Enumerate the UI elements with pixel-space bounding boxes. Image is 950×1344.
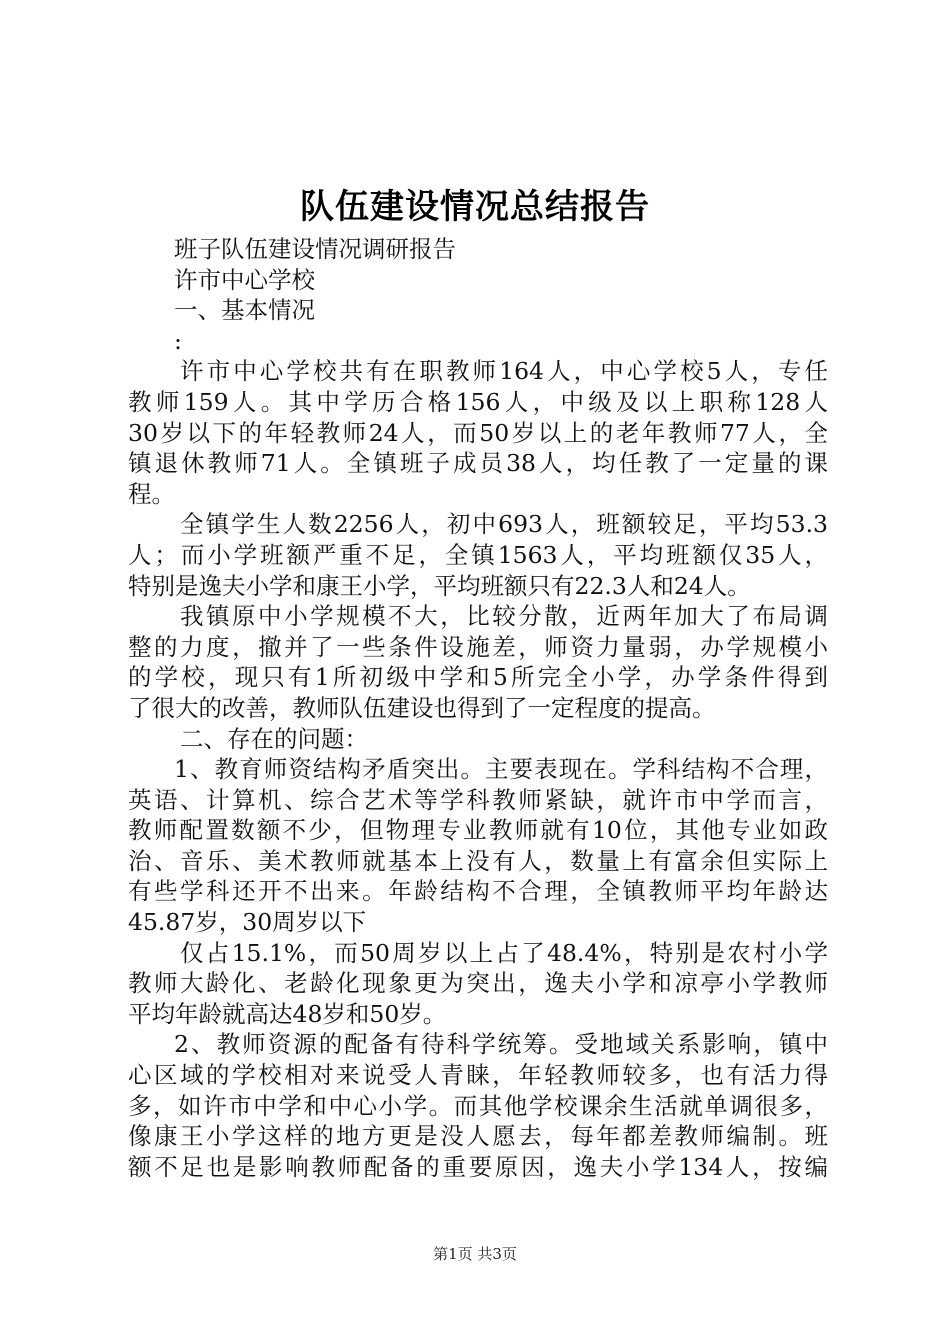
text-line: 心区域的学校相对来说受人青睐，年轻教师较多，也有活力得: [128, 1061, 828, 1090]
text-line: 治、音乐、美术教师就基本上没有人，数量上有富余但实际上: [128, 846, 828, 875]
text-line: 仅占15.1%，而50周岁以上占了48.4%，特别是农村小学: [180, 938, 828, 967]
page-footer: 第1页 共3页: [433, 1245, 517, 1263]
text-line: 有些学科还开不出来。年龄结构不合理，全镇教师平均年龄达: [128, 877, 828, 906]
text-line: 2、教师资源的配备有待科学统筹。受地域关系影响，镇中: [174, 1030, 828, 1059]
text-line: 许市中心学校共有在职教师164人，中心学校5人，专任: [180, 357, 828, 386]
text-line: 平均年龄就高达48岁和50岁。: [128, 999, 447, 1028]
text-line: 许市中心学校: [174, 265, 315, 294]
document-title: 队伍建设情况总结报告: [300, 187, 650, 227]
text-line: 30岁以下的年轻教师24人，而50岁以上的老年教师77人，全: [128, 418, 828, 447]
document-body: [128, 234, 828, 1182]
text-line: 的学校，现只有1所初级中学和5所完全小学，办学条件得到: [128, 663, 828, 692]
text-line: 镇退休教师71人。全镇班子成员38人，均任教了一定量的课: [128, 449, 828, 478]
text-line: 我镇原中小学规模不大，比较分散，近两年加大了布局调: [180, 602, 828, 631]
text-line: 特别是逸夫小学和康王小学，平均班额只有22.3人和24人。: [128, 571, 751, 600]
text-line: 额不足也是影响教师配备的重要原因，逸夫小学134人，按编: [128, 1152, 828, 1181]
text-line: 像康王小学这样的地方更是没人愿去，每年都差教师编制。班: [128, 1122, 828, 1151]
text-line: 班子队伍建设情况调研报告: [174, 235, 456, 263]
text-line: 了很大的改善，教师队伍建设也得到了一定程度的提高。: [128, 693, 716, 722]
text-line: 程。: [128, 479, 175, 508]
text-line: 整的力度，撤并了一些条件设施差，师资力量弱，办学规模小: [128, 632, 828, 661]
text-line: 教师配置数额不少，但物理专业教师就有10位，其他专业如政: [128, 816, 828, 845]
text-line: 人；而小学班额严重不足，全镇1563人，平均班额仅35人，: [128, 540, 828, 569]
text-line: 英语、计算机、综合艺术等学科教师紧缺，就许市中学而言，: [128, 785, 828, 814]
text-line: 多，如许市中学和中心小学。而其他学校课余生活就单调很多，: [128, 1091, 828, 1120]
text-line: 教师大龄化、老龄化现象更为突出，逸夫小学和凉亭小学教师: [128, 969, 828, 998]
text-line: 教师159人。其中学历合格156人，中级及以上职称128人: [128, 387, 828, 416]
text-line: :: [174, 326, 182, 355]
text-line: 一、基本情况: [174, 296, 315, 325]
section-heading: 二、存在的问题：: [180, 724, 368, 753]
text-line: 全镇学生人数2256人，初中693人，班额较足，平均53.3: [180, 510, 828, 539]
text-line: 45.87岁，30周岁以下: [128, 908, 367, 937]
text-line: 1、教育师资结构矛盾突出。主要表现在。学科结构不合理，: [174, 755, 828, 784]
